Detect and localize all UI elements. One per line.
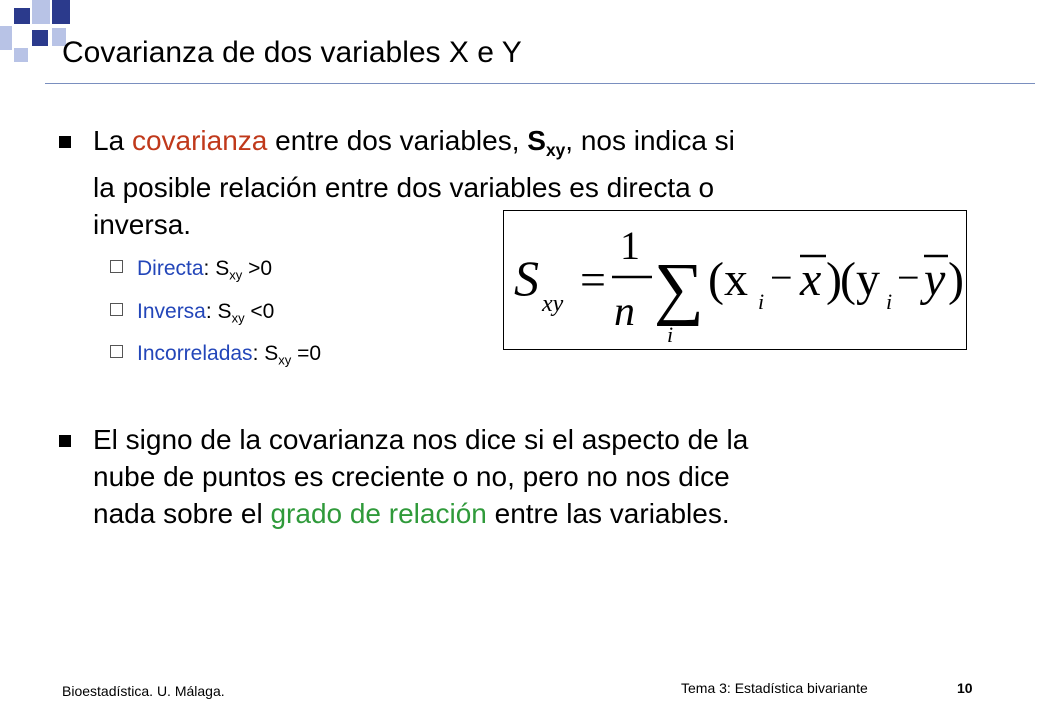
hollow-square-icon <box>110 345 123 358</box>
subitem-label: Incorreladas <box>137 342 253 365</box>
sigma-symbol: ∑ <box>654 250 704 327</box>
subitem-sep: : S <box>203 257 230 280</box>
bullet-1-pre: La <box>93 125 132 156</box>
deco-square-light-2 <box>0 26 12 50</box>
formula-lhs: S <box>514 250 539 306</box>
deco-square-light-1 <box>32 0 50 24</box>
formula-numerator: 1 <box>620 223 640 268</box>
bullet-2-line-3-post: entre las variables. <box>486 498 730 529</box>
formula-lhs-sub: xy <box>542 291 564 317</box>
formula-minus-2: − <box>897 255 920 300</box>
bullet-2-text <box>93 421 933 532</box>
subitem-sep: : S <box>205 300 232 323</box>
formula-ybar: y <box>924 253 946 306</box>
deco-square-dark-1 <box>14 8 30 24</box>
subitem-sub: xy <box>231 310 245 326</box>
deco-square-dark-3 <box>32 30 48 46</box>
bullet-1-line-3: inversa. <box>93 209 192 241</box>
bullet-1-line-2: la posible relación entre dos variables es directa o <box>93 172 715 204</box>
slide-title: Covarianza de dos variables X e Y <box>62 36 522 69</box>
hollow-square-icon <box>110 303 123 316</box>
formula-equals: = <box>580 254 606 305</box>
formula-xbar: x <box>800 253 822 306</box>
title-divider <box>45 83 1035 84</box>
bullet-2-marker <box>59 435 71 447</box>
subitem-sep: : S <box>252 342 279 365</box>
covarianza-highlight: covarianza <box>131 125 268 156</box>
subitem-sub: xy <box>229 267 243 283</box>
covariance-formula-box <box>503 210 967 350</box>
formula-denominator: n <box>614 289 635 335</box>
footer-institution: Bioestadística. U. Málaga. <box>62 683 225 699</box>
bullet-2-line-3-pre: nada sobre el <box>93 498 271 529</box>
bullet-1-post: , nos indica si <box>565 125 735 156</box>
sxy-symbol: S <box>527 125 546 156</box>
hollow-square-icon <box>110 260 123 273</box>
formula-close-2: ) <box>948 253 964 306</box>
subitem-inversa <box>110 300 274 326</box>
formula-minus-1: − <box>770 255 793 300</box>
sum-index: i <box>667 322 674 347</box>
page-number: 10 <box>957 680 973 696</box>
subitem-label: Inversa <box>137 300 206 323</box>
sxy-symbol-sub: xy <box>545 140 566 161</box>
deco-square-dark-2 <box>52 0 70 24</box>
bullet-2-line-2: nube de puntos es creciente o no, pero no nos dice <box>93 461 730 492</box>
subitem-cond: <0 <box>244 300 275 323</box>
formula-open-x: (x <box>708 253 748 306</box>
subitem-directa <box>110 257 272 283</box>
subitem-cond: >0 <box>242 257 273 280</box>
formula-sub-i-1: i <box>758 289 765 314</box>
bullet-1-marker <box>59 136 71 148</box>
formula-close-1: ) <box>826 253 842 306</box>
bullet-1-mid: entre dos variables, <box>267 125 528 156</box>
subitem-incorreladas <box>110 342 321 368</box>
footer-topic: Tema 3: Estadística bivariante <box>681 680 868 696</box>
subitem-sub: xy <box>278 352 292 368</box>
formula-open-y: (y <box>840 253 880 306</box>
deco-square-light-4 <box>14 48 28 62</box>
grado-relacion-highlight: grado de relación <box>270 498 487 529</box>
bullet-2-line-1: El signo de la covarianza nos dice si el aspecto de la <box>93 424 749 455</box>
subitem-cond: =0 <box>291 342 322 365</box>
formula-sub-i-2: i <box>886 289 893 314</box>
covariance-formula <box>504 211 966 349</box>
subitem-label: Directa <box>137 257 204 280</box>
